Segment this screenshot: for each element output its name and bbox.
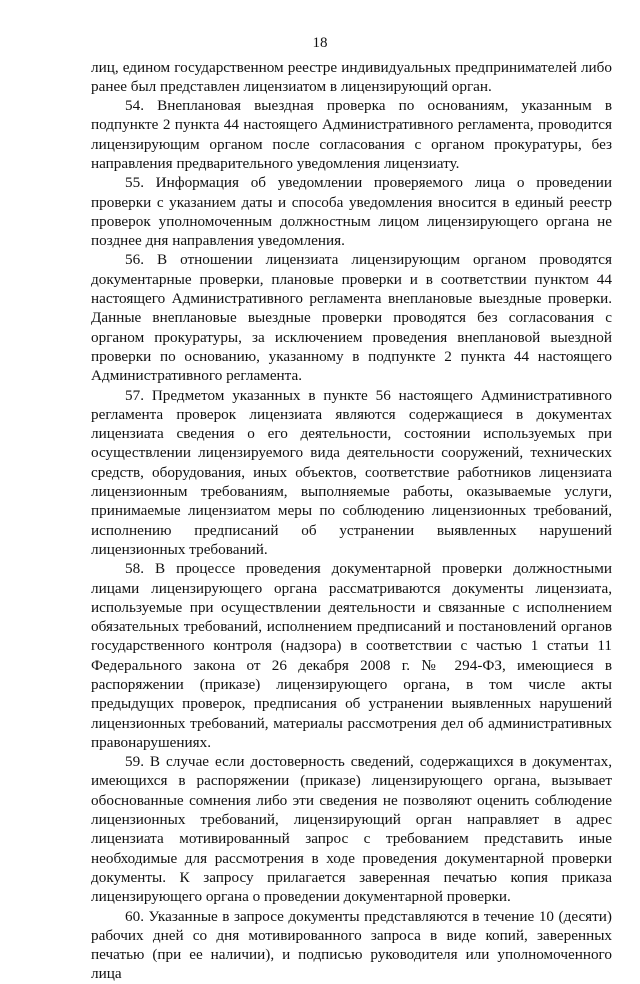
document-body bbox=[91, 58, 612, 984]
paragraph-58: 58. В процессе проведения документарной проверки должностными лицами лицензирующего органа рассматриваются документы лицензиата, используемые при осуществлении деятельности и связанные с исполнением обязательных требований, исполнением предписаний и постановлений органов государственного контроля (надзора) в соответствии с частью 1 статьи 11 Федерального закона от 26 декабря 2008 г. № 294-ФЗ, имеющиеся в распоряжении (приказе) лицензирующего органа, в том числе акты предыдущих проверок, предписания об устранении выявленных нарушений лицензионных требований, материалы рассмотрения дел об административных правонарушениях. bbox=[91, 560, 612, 751]
paragraph-57: 57. Предметом указанных в пункте 56 настоящего Административного регламента проверок лицензиата являются содержащиеся в документах лицензиата сведения о его деятельности, состоянии используемых при осуществлении лицензируемого вида деятельности сооружений, технических средств, оборудования, иных объектов, соответствие работников лицензиата лицензионным требованиям, выполняемые работы, оказываемые услуги, принимаемые лицензиатом меры по соблюдению лицензионных требований, исполнению предписаний об устранении выявленных нарушений лицензионных требований. bbox=[91, 386, 612, 558]
paragraph-54: 54. Внеплановая выездная проверка по основаниям, указанным в подпункте 2 пункта 44 настоящего Административного регламента, проводится лицензирующим органом после согласования с органом прокуратуры, без направления предварительного уведомления лицензиату. bbox=[91, 97, 612, 172]
paragraph-continuation: лиц, едином государственном реестре индивидуальных предпринимателей либо ранее был представлен лицензиатом в лицензирующий орган. bbox=[91, 58, 612, 95]
paragraph-60: 60. Указанные в запросе документы представляются в течение 10 (десяти) рабочих дней со дня мотивированного запроса в виде копий, заверенных печатью (при ее наличии), и подписью руководителя или уполномоченного лица bbox=[91, 907, 612, 983]
paragraph-55: 55. Информация об уведомлении проверяемого лица о проведении проверки с указанием даты и способа уведомления вносится в единый реестр проверок уполномоченным должностным лицом лицензирующего органа не позднее дня направления уведомления. bbox=[91, 174, 612, 250]
page-number: 18 bbox=[312, 35, 328, 51]
paragraph-56: 56. В отношении лицензиата лицензирующим органом проводятся документарные проверки, плановые проверки и в соответствии пунктом 44 настоящего Административного регламента внеплановые выездные проверки. Данные внеплановые выездные проверки проводятся без согласования с органом прокуратуры, за исключением проведения внеплановой выездной проверки по основанию, указанному в подпункте 2 пункта 44 настоящего Административного регламента. bbox=[91, 251, 612, 385]
paragraph-59: 59. В случае если достоверность сведений, содержащихся в документах, имеющихся в распоряжении (приказе) лицензирующего органа, вызывает обоснованные сомнения либо эти сведения не позволяют оценить соблюдение лицензионных требований, лицензирующий орган направляет в адрес лицензиата мотивированный запрос с требованием представить иные необходимые для рассмотрения в ходе проведения документарной проверки документы. К запросу прилагается заверенная печатью копия приказа лицензирующего органа о проведении документарной проверки. bbox=[91, 753, 612, 906]
